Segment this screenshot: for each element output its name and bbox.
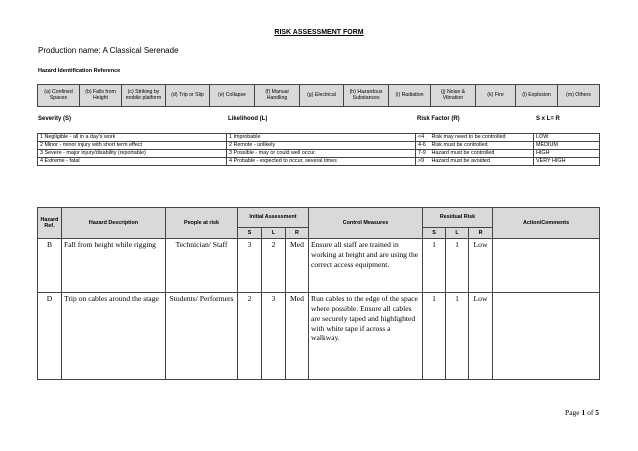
risk-range: >9 xyxy=(416,158,430,166)
initial-l: 2 xyxy=(262,239,286,293)
hazard-reference-label: Hazard Identification Reference xyxy=(38,68,121,74)
control-measures-header: Control Measures xyxy=(309,208,423,239)
risk-level: HIGH xyxy=(534,150,600,158)
page-total: 5 xyxy=(595,408,599,417)
residual-l-header: L xyxy=(446,228,469,239)
residual-r: Low xyxy=(469,293,493,380)
residual-s-header: S xyxy=(423,228,446,239)
initial-s: 2 xyxy=(238,293,262,380)
hazard-cell: (d) Trip or Slip xyxy=(166,85,210,107)
table-row xyxy=(38,293,600,380)
residual-l: 1 xyxy=(446,293,469,380)
severity-item: 3 Severe - major injury/disability (reportable) xyxy=(38,150,227,158)
residual-s: 1 xyxy=(423,293,446,380)
page-indicator xyxy=(565,408,599,417)
hazard-description: Trip on cables around the stage xyxy=(62,293,166,380)
hazard-cell: (f) Manual Handling xyxy=(255,85,300,107)
hazard-cell: (a) Confined Spaces xyxy=(38,85,80,107)
hazard-cell: (e) Collapse xyxy=(210,85,255,107)
hazard-ref-header: Hazard Ref. xyxy=(38,208,62,239)
risk-text: Risk may need to be controlled xyxy=(430,134,534,142)
likelihood-item: 3 Possible - may or could well occur xyxy=(227,150,416,158)
rating-scale-table xyxy=(37,133,600,166)
likelihood-item: 4 Probable - expected to occur, several times xyxy=(227,158,416,166)
likelihood-heading: Likelihood (L) xyxy=(228,116,268,122)
form-title: RISK ASSESSMENT FORM xyxy=(274,29,364,36)
hazard-cell: (l) Explosion xyxy=(516,85,558,107)
people-at-risk: Students/ Performers xyxy=(166,293,238,380)
hazard-cell: (b) Falls from Height xyxy=(80,85,122,107)
formula-heading: S x L= R xyxy=(536,116,560,122)
initial-r-header: R xyxy=(286,228,309,239)
hazard-cell: (h) Hazardous Substances xyxy=(344,85,389,107)
risk-assessment-table xyxy=(37,207,600,380)
risk-range: <4 xyxy=(416,134,430,142)
risk-text: Risk must be controlled xyxy=(430,142,534,150)
hazard-reference-table xyxy=(37,84,600,107)
people-at-risk-header: People at risk xyxy=(166,208,238,239)
residual-risk-header: Residual Risk xyxy=(423,208,493,228)
initial-s-header: S xyxy=(238,228,262,239)
control-measures: Run cables to the edge of the space where possible. Ensure all cables are securely taped and highlighted with white tape if across a walkway. xyxy=(309,293,423,380)
severity-item: 4 Extreme - fatal xyxy=(38,158,227,166)
action-comments xyxy=(493,239,600,293)
initial-r: Med xyxy=(286,239,309,293)
page-sep: of xyxy=(587,408,594,417)
hazard-description: Fall from height while rigging xyxy=(62,239,166,293)
initial-r: Med xyxy=(286,293,309,380)
risk-text: Hazard must be avoided xyxy=(430,158,534,166)
hazard-cell: (c) Striking by mobile platform xyxy=(122,85,166,107)
hazard-cell: (j) Noise & Vibration xyxy=(431,85,476,107)
table-row xyxy=(38,239,600,293)
residual-s: 1 xyxy=(423,239,446,293)
hazard-cell: (k) Fire xyxy=(476,85,516,107)
hazard-cell: (i) Radiation xyxy=(389,85,431,107)
action-comments-header: Action/Comments xyxy=(493,208,600,239)
hazard-cell: (g) Electrical xyxy=(300,85,344,107)
risk-text: Hazard must be controlled xyxy=(430,150,534,158)
likelihood-item: 1 Improbable xyxy=(227,134,416,142)
severity-item: 2 Minor - minor injury with short term effect xyxy=(38,142,227,150)
initial-s: 3 xyxy=(238,239,262,293)
initial-l-header: L xyxy=(262,228,286,239)
hazard-ref: D xyxy=(38,293,62,380)
residual-r-header: R xyxy=(469,228,493,239)
page-prefix: Page xyxy=(565,408,580,417)
residual-l: 1 xyxy=(446,239,469,293)
initial-assessment-header: Initial Assessment xyxy=(238,208,309,228)
risk-factor-heading: Risk Factor (R) xyxy=(417,116,460,122)
severity-item: 1 Negligible - all in a day's work xyxy=(38,134,227,142)
people-at-risk: Technician/ Staff xyxy=(166,239,238,293)
action-comments xyxy=(493,293,600,380)
residual-r: Low xyxy=(469,239,493,293)
hazard-ref: B xyxy=(38,239,62,293)
risk-range: 4-6 xyxy=(416,142,430,150)
risk-level: MEDIUM xyxy=(534,142,600,150)
severity-heading: Severity (S) xyxy=(38,116,72,122)
production-name: Production name: A Classical Serenade xyxy=(38,46,179,55)
hazard-cell: (m) Others xyxy=(558,85,600,107)
control-measures: Ensure all staff are trained in working at height and are using the correct access equipment. xyxy=(309,239,423,293)
page-current: 1 xyxy=(581,408,586,417)
risk-level: LOW xyxy=(534,134,600,142)
risk-level: VERY HIGH xyxy=(534,158,600,166)
risk-range: 7-9 xyxy=(416,150,430,158)
hazard-description-header: Hazard Description xyxy=(62,208,166,239)
initial-l: 3 xyxy=(262,293,286,380)
likelihood-item: 2 Remote - unlikely xyxy=(227,142,416,150)
